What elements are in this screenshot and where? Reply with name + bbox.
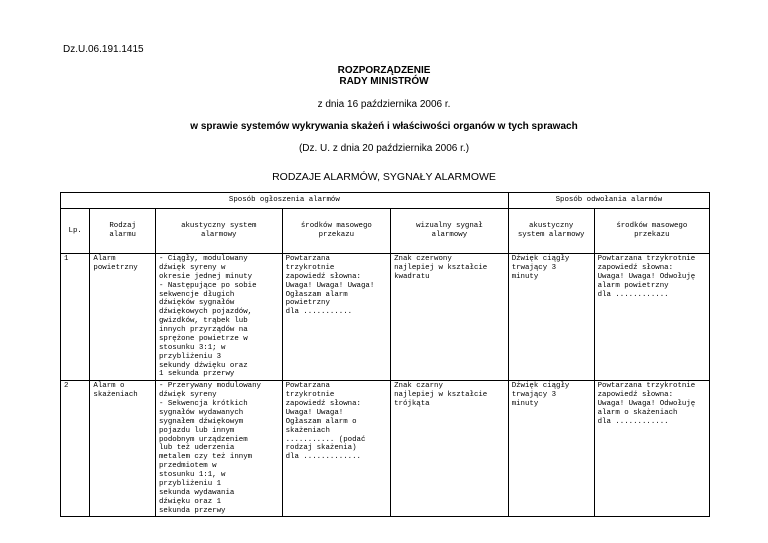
header-lp: Lp. <box>61 209 90 254</box>
header-mass-media: środków masowego przekazu <box>282 209 391 254</box>
document-date: z dnia 16 października 2006 r. <box>317 99 451 110</box>
cell-alarm-type: Alarm powietrzny <box>90 254 156 381</box>
cell-cancel-acoustic: Dźwięk ciągły trwający 3 minuty <box>508 381 594 517</box>
cell-visual-signal: Znak czarny najlepiej w kształcie trójkąta <box>391 381 509 517</box>
document-reference: Dz.U.06.191.1415 <box>63 44 144 55</box>
table-column-header-row <box>61 209 710 254</box>
cell-cancel-media: Powtarzana trzykrotnie zapowiedź słowna: Uwaga! Uwaga! Odwołuję alarm o skażeniach dla ............ <box>594 381 709 517</box>
table-group-header-row <box>61 193 710 209</box>
header-cancel-acoustic: akustyczny system alarmowy <box>508 209 594 254</box>
cell-lp: 1 <box>61 254 90 381</box>
cell-lp: 2 <box>61 381 90 517</box>
document-title-line1: ROZPORZĄDZENIE <box>337 65 431 76</box>
publication-note: (Dz. U. z dnia 20 października 2006 r.) <box>298 143 470 154</box>
cell-mass-media: Powtarzana trzykrotnie zapowiedź słowna: Uwaga! Uwaga! Ogłaszam alarm o skażeniach ........... (podać rodzaj skażenia) dla ............. <box>282 381 391 517</box>
header-visual-signal: wizualny sygnał alarmowy <box>391 209 509 254</box>
group-header-cancel: Sposób odwołania alarmów <box>508 193 709 209</box>
table-row <box>61 254 710 381</box>
document-subject: w sprawie systemów wykrywania skażeń i właściwości organów w tych sprawach <box>190 121 578 132</box>
alarm-table <box>60 192 710 517</box>
cell-visual-signal: Znak czerwony najlepiej w kształcie kwadratu <box>391 254 509 381</box>
cell-mass-media: Powtarzana trzykrotnie zapowiedź słowna: Uwaga! Uwaga! Uwaga! Ogłaszam alarm powietrzny dla ........... <box>282 254 391 381</box>
cell-cancel-media: Powtarzana trzykrotnie zapowiedź słowna: Uwaga! Uwaga! Odwołuję alarm powietrzny dla ............ <box>594 254 709 381</box>
cell-acoustic-system: - Przerywany modulowany dźwięk syreny - Sekwencja krótkich sygnałów wydawanych sygnałem dźwiękowym pojazdu lub innym podobnym urządzeniem lub też uderzenia metalem czy też innym przedmiotem w stosunku 1:1, w przybliżeniu 1 sekunda wydawania dźwięku oraz 1 sekunda przerwy <box>155 381 282 517</box>
section-title: RODZAJE ALARMÓW, SYGNAŁY ALARMOWE <box>272 171 496 183</box>
header-acoustic-system: akustyczny system alarmowy <box>155 209 282 254</box>
group-header-announce: Sposób ogłoszenia alarmów <box>61 193 509 209</box>
header-cancel-media: środków masowego przekazu <box>594 209 709 254</box>
cell-cancel-acoustic: Dźwięk ciągły trwający 3 minuty <box>508 254 594 381</box>
document-title-line2: RADY MINISTRÓW <box>339 76 429 87</box>
cell-acoustic-system: - Ciągły, modulowany dźwięk syreny w okresie jednej minuty - Następujące po sobie sekwencje długich dźwięków sygnałów dźwiękowych pojazdów, gwizdków, trąbek lub innych przyrządów na sprężone powietrze w stosunku 3:1; w przybliżeniu 3 sekundy dźwięku oraz 1 sekunda przerwy <box>155 254 282 381</box>
cell-alarm-type: Alarm o skażeniach <box>90 381 156 517</box>
table-row <box>61 381 710 517</box>
header-alarm-type: Rodzaj alarmu <box>90 209 156 254</box>
